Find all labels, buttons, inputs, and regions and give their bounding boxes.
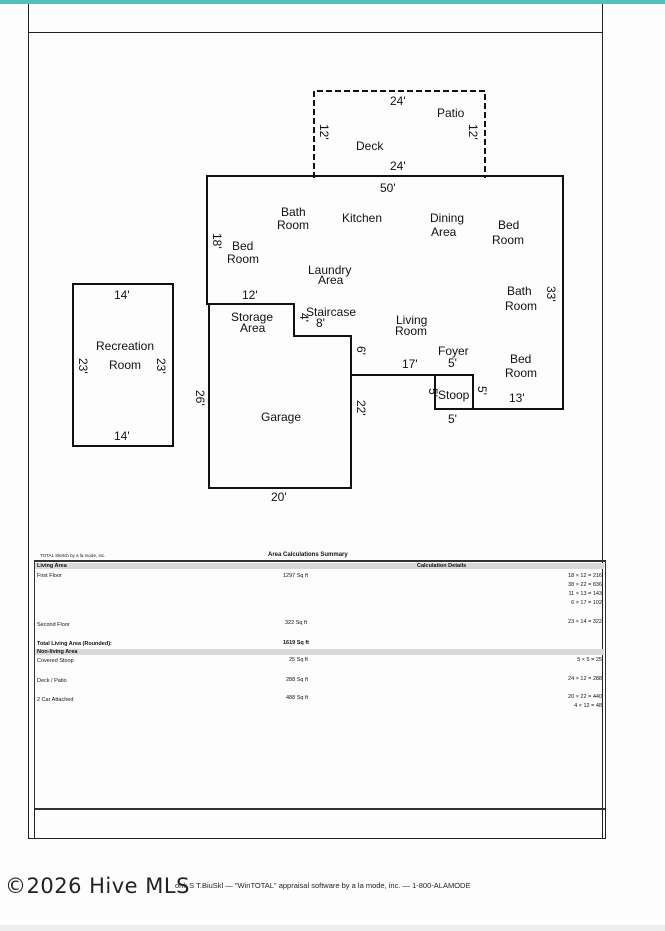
dim-rec-bottom: 14' — [114, 429, 130, 443]
living-room-label-a: Living — [396, 313, 428, 327]
first-floor-value: 1297 Sq ft — [283, 573, 309, 579]
dim-stoop-right: 5' — [475, 386, 489, 395]
laundry-label-a: Laundry — [308, 263, 352, 277]
dim-deck-right: 12' — [466, 124, 480, 140]
deck-patio-label: Deck / Patio — [37, 678, 67, 684]
bath-room-2-label-a: Bath — [507, 284, 532, 298]
dim-rec-right: 23' — [154, 358, 168, 374]
footer-line — [34, 838, 606, 839]
first-floor-calc-3: 11 × 13 = 143 — [568, 591, 602, 597]
non-living-band — [35, 649, 604, 655]
kitchen-label: Kitchen — [342, 211, 383, 225]
dining-label-b: Area — [431, 225, 457, 239]
deck-patio-calc: 24 × 12 = 288 — [568, 676, 602, 682]
deck-label: Deck — [356, 139, 384, 153]
dim-garage-bottom: 20' — [271, 490, 287, 504]
patio-label: Patio — [437, 106, 465, 120]
recreation-room-label-b: Room — [109, 358, 142, 372]
dim-deck-left: 12' — [317, 124, 331, 140]
bath-room-1-label-b: Room — [277, 218, 310, 232]
dim-house-right: 33' — [544, 286, 558, 302]
footer-right-border — [605, 808, 606, 838]
bath-room-1-label-a: Bath — [281, 205, 306, 219]
calc-details-heading: Calculation Details — [417, 563, 467, 569]
first-floor-calc-1: 18 × 12 = 216 — [568, 573, 602, 579]
dining-label-a: Dining — [430, 211, 465, 225]
dim-stoop-bottom: 5' — [448, 412, 457, 426]
dim-stoop-left: 5' — [426, 388, 440, 397]
bed-room-3-label-a: Bed — [510, 352, 532, 366]
dim-step-17: 17' — [402, 357, 418, 371]
bed-room-3-label-b: Room — [505, 366, 538, 380]
dim-house-13: 13' — [509, 391, 525, 405]
garage-area-label: 2 Car Attached — [37, 697, 74, 703]
footer-software-text: onl: S T.BiuSkl — "WinTOTAL" appraisal software by a la mode, inc. — 1-800-ALAMODE — [175, 881, 471, 890]
living-area-heading: Living Area — [37, 563, 67, 569]
summary-title: Area Calculations Summary — [268, 552, 348, 558]
deck-patio-value: 288 Sq ft — [286, 677, 309, 683]
bath-room-2-label-b: Room — [505, 299, 538, 313]
bottom-band — [0, 925, 665, 931]
garage-calc-2: 4 × 12 = 48 — [574, 703, 602, 709]
summary-bottom-border — [34, 808, 606, 810]
garage-calc-1: 20 × 22 = 440 — [568, 694, 602, 700]
covered-stoop-calc: 5 × 5 = 25 — [577, 657, 602, 663]
garage-area-value: 488 Sq ft — [286, 695, 309, 701]
bed-room-2-label-a: Bed — [498, 218, 520, 232]
garage-label: Garage — [261, 410, 302, 424]
laundry-label-b: Area — [318, 273, 344, 287]
dim-foyer-5: 5' — [448, 356, 457, 370]
dim-step-12: 12' — [242, 288, 258, 302]
dim-step-8: 8' — [316, 316, 325, 330]
first-floor-label: First Floor — [37, 573, 62, 579]
second-floor-label: Second Floor — [37, 622, 70, 628]
footer-left-border — [34, 808, 35, 838]
covered-stoop-value: 25 Sq ft — [289, 657, 308, 663]
dim-house-left: 18' — [210, 233, 224, 249]
dim-garage-left: 26' — [193, 390, 207, 406]
dim-rec-left: 23' — [76, 358, 90, 374]
bed-room-1-label-a: Bed — [232, 239, 254, 253]
total-living-label: Total Living Area (Rounded): — [37, 641, 112, 647]
first-floor-calc-4: 6 × 17 = 102 — [571, 600, 602, 606]
second-floor-calc: 23 × 14 = 322 — [568, 619, 602, 625]
summary-left-border — [34, 560, 35, 808]
non-living-heading: Non-living Area — [37, 649, 78, 655]
bed-room-2-label-b: Room — [492, 233, 525, 247]
dim-garage-right: 22' — [354, 400, 368, 416]
storage-label-a: Storage — [231, 310, 274, 324]
living-area-band — [35, 563, 604, 569]
second-floor-value: 322 Sq ft — [285, 620, 308, 626]
foyer-label: Foyer — [438, 344, 469, 358]
first-floor-calc-2: 38 × 22 = 836 — [568, 582, 602, 588]
living-room-label-b: Room — [395, 324, 428, 338]
stoop-label: Stoop — [438, 388, 470, 402]
covered-stoop-label: Covered Stoop — [37, 658, 74, 664]
summary-top-border — [34, 560, 606, 562]
summary-right-border — [605, 560, 606, 808]
dim-step-4: 4' — [297, 313, 311, 322]
dim-house-top: 50' — [380, 181, 396, 195]
dim-rec-top: 14' — [114, 288, 130, 302]
dim-step-6: 6' — [354, 346, 368, 355]
staircase-label: Staircase — [306, 305, 357, 319]
total-living-value: 1619 Sq ft — [283, 640, 309, 646]
dim-deck-bottom: 24' — [390, 159, 406, 173]
mls-watermark: ©2026 Hive MLS — [5, 874, 190, 898]
storage-label-b: Area — [240, 321, 266, 335]
bed-room-1-label-b: Room — [227, 252, 260, 266]
recreation-room-label-a: Recreation — [96, 339, 155, 353]
software-credit: TOTAL Sketch by a la mode, inc. — [40, 553, 106, 558]
dim-deck-top: 24' — [390, 94, 406, 108]
